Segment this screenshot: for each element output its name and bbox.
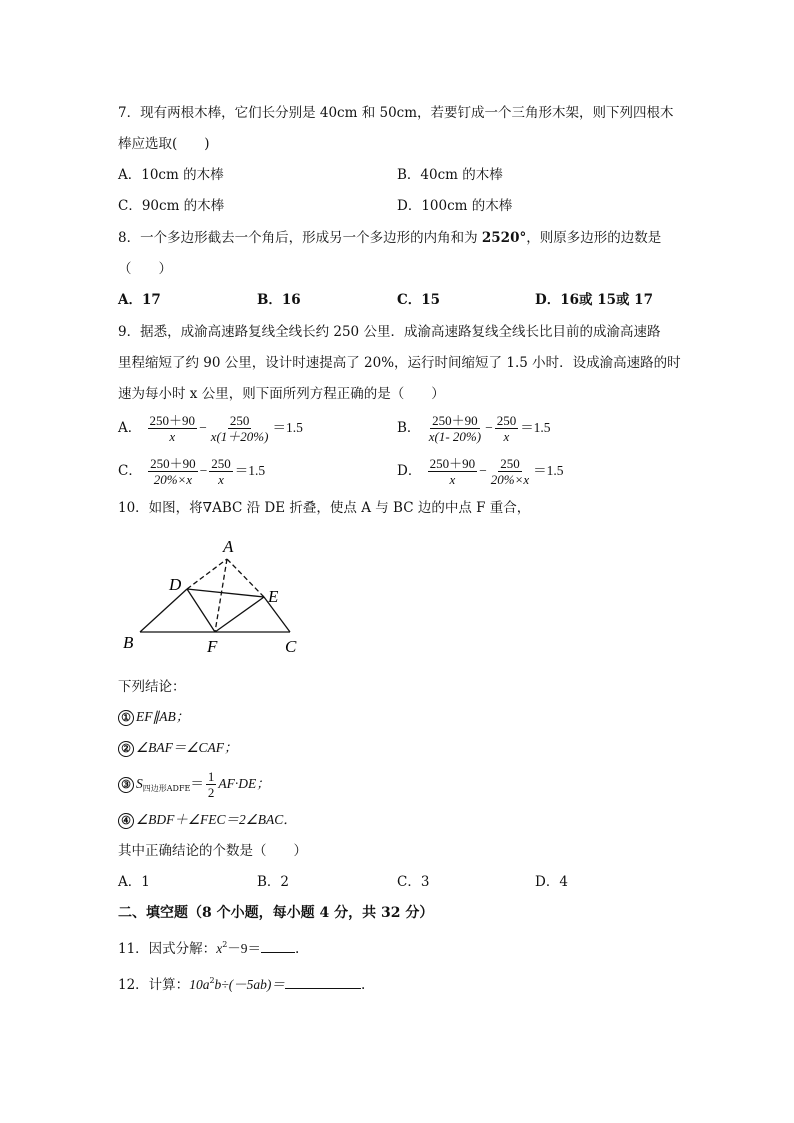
fraction: $\frac{250+90}{x}$ <box>149 413 196 444</box>
answer-blank[interactable] <box>285 976 361 989</box>
q9-line2: 里程缩短了约 90 公里，设计时速提高了 20%，运行时间缩短了 1.5 小时．设成渝高速路的时 <box>118 355 681 371</box>
q10-option-d[interactable]: D．4 <box>535 874 568 890</box>
q7-line1: 7．现有两根木棒，它们长分别是 40cm 和 50cm，若要钉成一个三角形木架，则下列四根木 <box>118 105 674 121</box>
q8-line1: 8．一个多边形截去一个角后，形成另一个多边形的内角和为 2520°，则原多边形的边数是 <box>118 230 662 246</box>
q7-line2: 棒应选取( ) <box>118 136 210 152</box>
fraction: $\frac{250}{x}$ <box>496 413 517 444</box>
q10-option-b[interactable]: B．2 <box>257 874 290 890</box>
segment-af <box>215 559 227 632</box>
q9-line1: 9．据悉，成渝高速路复线全线长约 250 公里．成渝高速路复线全线长比目前的成渝高速路 <box>118 324 661 340</box>
q8-option-c[interactable]: C．15 <box>397 292 441 308</box>
fraction: $\frac{250}{x}$ <box>211 456 231 487</box>
segment-bd <box>140 589 187 632</box>
segment-de <box>187 589 264 597</box>
label-f: F <box>207 637 218 656</box>
q7-option-d[interactable]: D．100cm 的木棒 <box>397 198 513 214</box>
triangle-fold-figure <box>115 532 315 660</box>
label-c: C <box>285 637 297 656</box>
q7-option-b[interactable]: B．40cm 的木棒 <box>397 167 503 183</box>
segment-df <box>187 589 215 632</box>
fraction-half: $\frac{1}{2}$ <box>207 769 215 800</box>
fraction: $\frac{250}{20\%\times x}$ <box>490 456 530 487</box>
q10-ask: 其中正确结论的个数是（ ） <box>118 843 307 859</box>
label-e: E <box>268 587 279 606</box>
answer-blank[interactable] <box>261 940 295 953</box>
q8-option-b[interactable]: B．16 <box>257 292 301 308</box>
q7-option-a[interactable]: A．10cm 的木棒 <box>118 167 224 183</box>
q9-option-a[interactable]: A． $\frac{250+90}{x}$ − $\frac{250}{x(1+20\%)}$ ＝1.5 <box>118 413 303 444</box>
section-heading: 二、填空题（8 个小题，每小题 4 分，共 32 分） <box>118 905 434 921</box>
q10-conclusion-4: ④ ∠BDF＋∠FEC＝2∠BAC． <box>118 811 297 829</box>
fraction: $\frac{250+90}{20\%\times x}$ <box>150 456 196 487</box>
q10-line1: 10．如图，将∇ABC 沿 DE 折叠，使点 A 与 BC 边的中点 F 重合， <box>118 500 531 516</box>
q11-line: 11．因式分解：$x^2-9=$ . <box>118 940 300 957</box>
q7-option-c[interactable]: C．90cm 的木棒 <box>118 198 225 214</box>
label-d: D <box>169 575 182 594</box>
q10-conclusion-3: ③ $S_{四边形ADFE}=$ $\frac{1}{2}$ AF·DE； <box>118 766 270 807</box>
fraction: $\frac{250+90}{x(1- 20\%)}$ <box>428 413 482 444</box>
q8-option-d[interactable]: D．16或 15或 17 <box>535 292 653 308</box>
q10-conclusion-2: ② ∠BAF＝∠CAF； <box>118 739 237 757</box>
segment-da <box>187 559 227 589</box>
fraction: $\frac{250}{x(1+20\%)}$ <box>210 413 269 444</box>
q10-option-c[interactable]: C．3 <box>397 874 430 890</box>
q8-option-a[interactable]: A．17 <box>118 292 161 308</box>
q8-line2: （ ） <box>118 261 172 277</box>
q9-line3: 速为每小时 x 公里，则下面所列方程正确的是（ ） <box>118 386 445 402</box>
q9-option-b[interactable]: B． $\frac{250+90}{x(1- 20\%)}$ − $\frac{250}{x}$ ＝1.5 <box>397 413 551 444</box>
q9-option-c[interactable]: C． $\frac{250+90}{20\%\times x}$ − $\frac{250}{x}$ ＝1.5 <box>118 456 266 487</box>
q10-conclusion-1: ① EF∥AB； <box>118 708 189 726</box>
q12-line: 12．计算：$10a^2b\div(-5ab)=$ . <box>118 976 366 993</box>
q9-option-d[interactable]: D． $\frac{250+90}{x}$ − $\frac{250}{20\%\times x}$ ＝1.5 <box>397 456 564 487</box>
segment-ef <box>215 597 264 632</box>
q10-intro: 下列结论： <box>118 679 186 695</box>
label-a: A <box>223 537 234 556</box>
fraction: $\frac{250+90}{x}$ <box>429 456 476 487</box>
label-b: B <box>123 633 134 652</box>
segment-ea <box>227 559 264 597</box>
q10-option-a[interactable]: A．1 <box>118 874 150 890</box>
